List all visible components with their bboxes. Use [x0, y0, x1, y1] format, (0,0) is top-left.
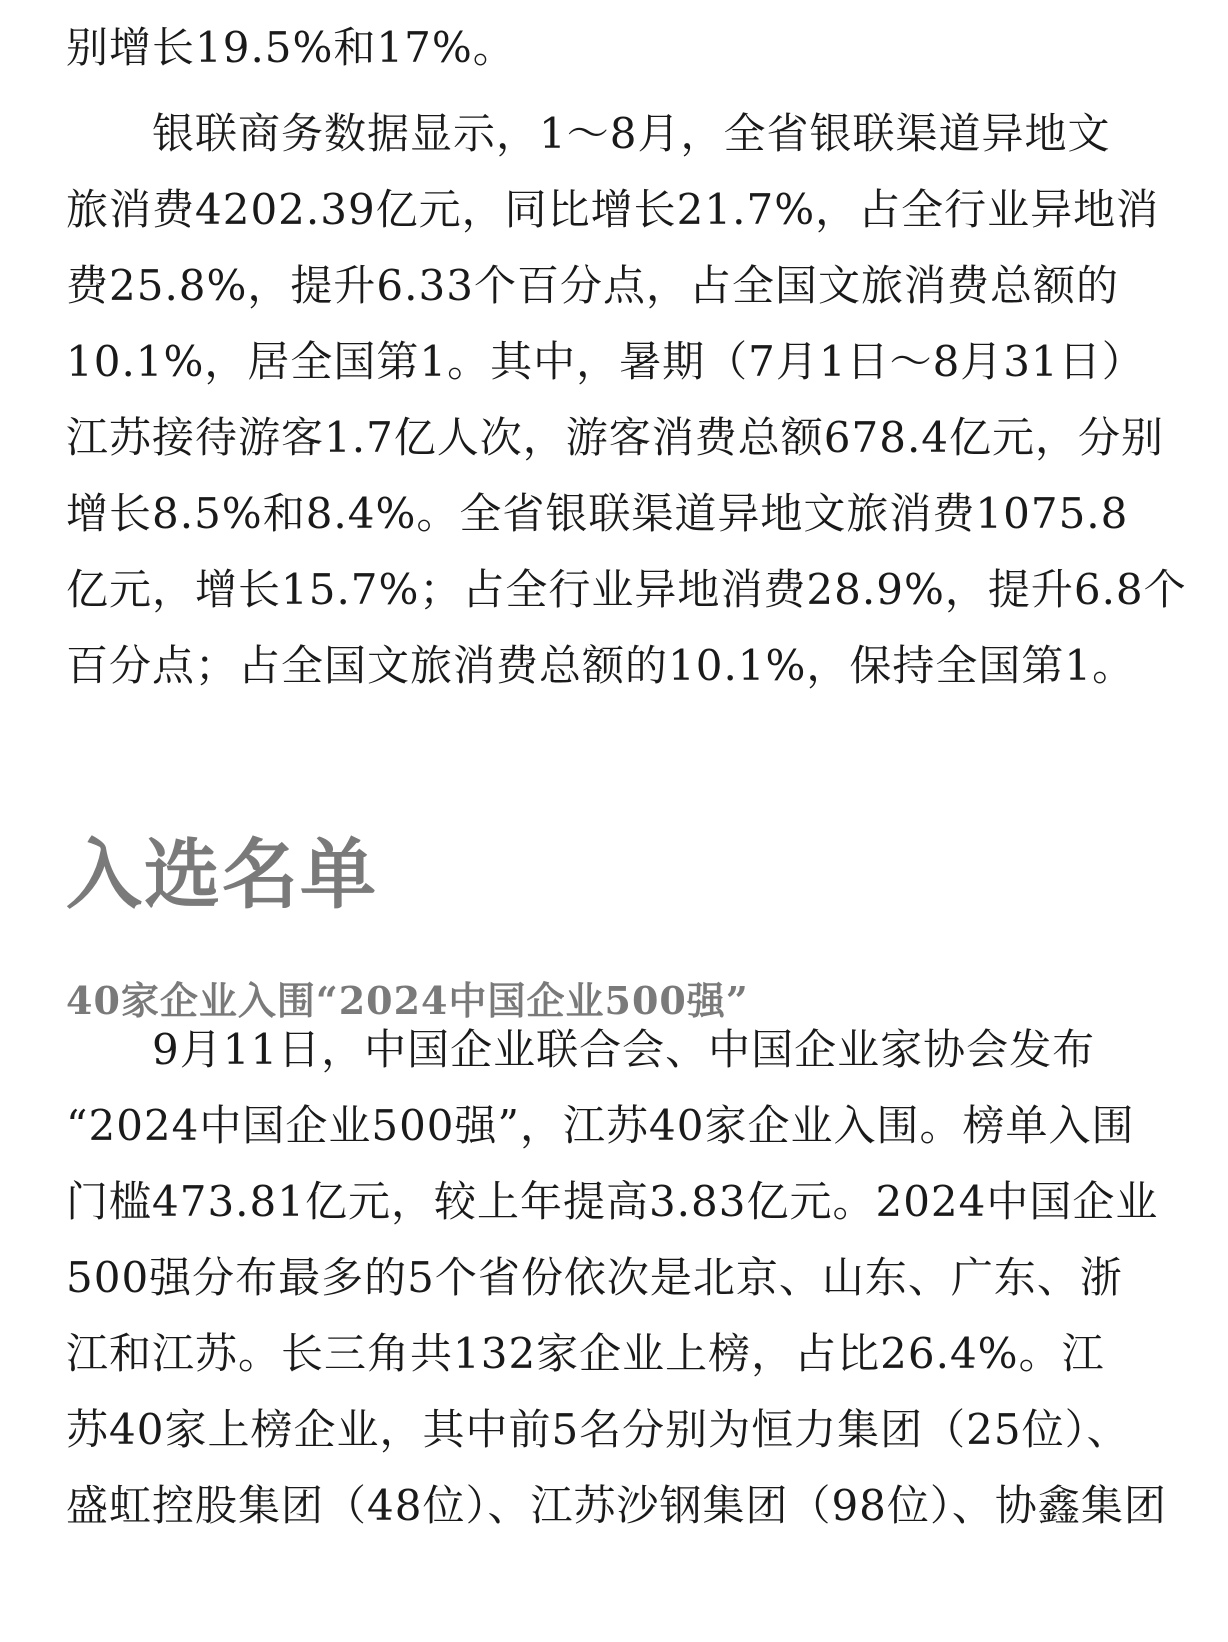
text-line: 百分点；占全国文旅消费总额的10.1%，保持全国第1。: [66, 641, 1136, 690]
text-line: “2024中国企业500强”，江苏40家企业入围。榜单入围: [66, 1101, 1135, 1150]
text-line: 旅消费4202.39亿元，同比增长21.7%，占全行业异地消: [66, 185, 1160, 234]
text-line: 10.1%，居全国第1。其中，暑期（7月1日～8月31日）: [66, 337, 1145, 386]
text-line: 门槛473.81亿元，较上年提高3.83亿元。2024中国企业: [66, 1177, 1159, 1226]
text-line: 苏40家上榜企业，其中前5名分别为恒力集团（25位）、: [66, 1405, 1130, 1454]
text-line: 增长8.5%和8.4%。全省银联渠道异地文旅消费1075.8: [66, 489, 1129, 538]
text-line: 江和江苏。长三角共132家企业上榜，占比26.4%。江: [66, 1329, 1105, 1378]
text-line: 银联商务数据显示，1～8月，全省银联渠道异地文: [66, 109, 1111, 158]
text-line: 盛虹控股集团（48位）、江苏沙钢集团（98位）、协鑫集团: [66, 1481, 1167, 1530]
text-line: 亿元，增长15.7%；占全行业异地消费28.9%，提升6.8个: [66, 565, 1187, 614]
section-title: 入选名单: [66, 830, 378, 919]
text-line: 9月11日，中国企业联合会、中国企业家协会发布: [66, 1025, 1096, 1074]
text-line: 费25.8%，提升6.33个百分点，占全国文旅消费总额的: [66, 261, 1119, 310]
text-line: 500强分布最多的5个省份依次是北京、山东、广东、浙: [66, 1253, 1123, 1302]
text-line: 江苏接待游客1.7亿人次，游客消费总额678.4亿元，分别: [66, 413, 1165, 462]
article-subtitle: 40家企业入围“2024中国企业500强”: [66, 978, 749, 1023]
text-line: 别增长19.5%和17%。: [66, 23, 516, 72]
